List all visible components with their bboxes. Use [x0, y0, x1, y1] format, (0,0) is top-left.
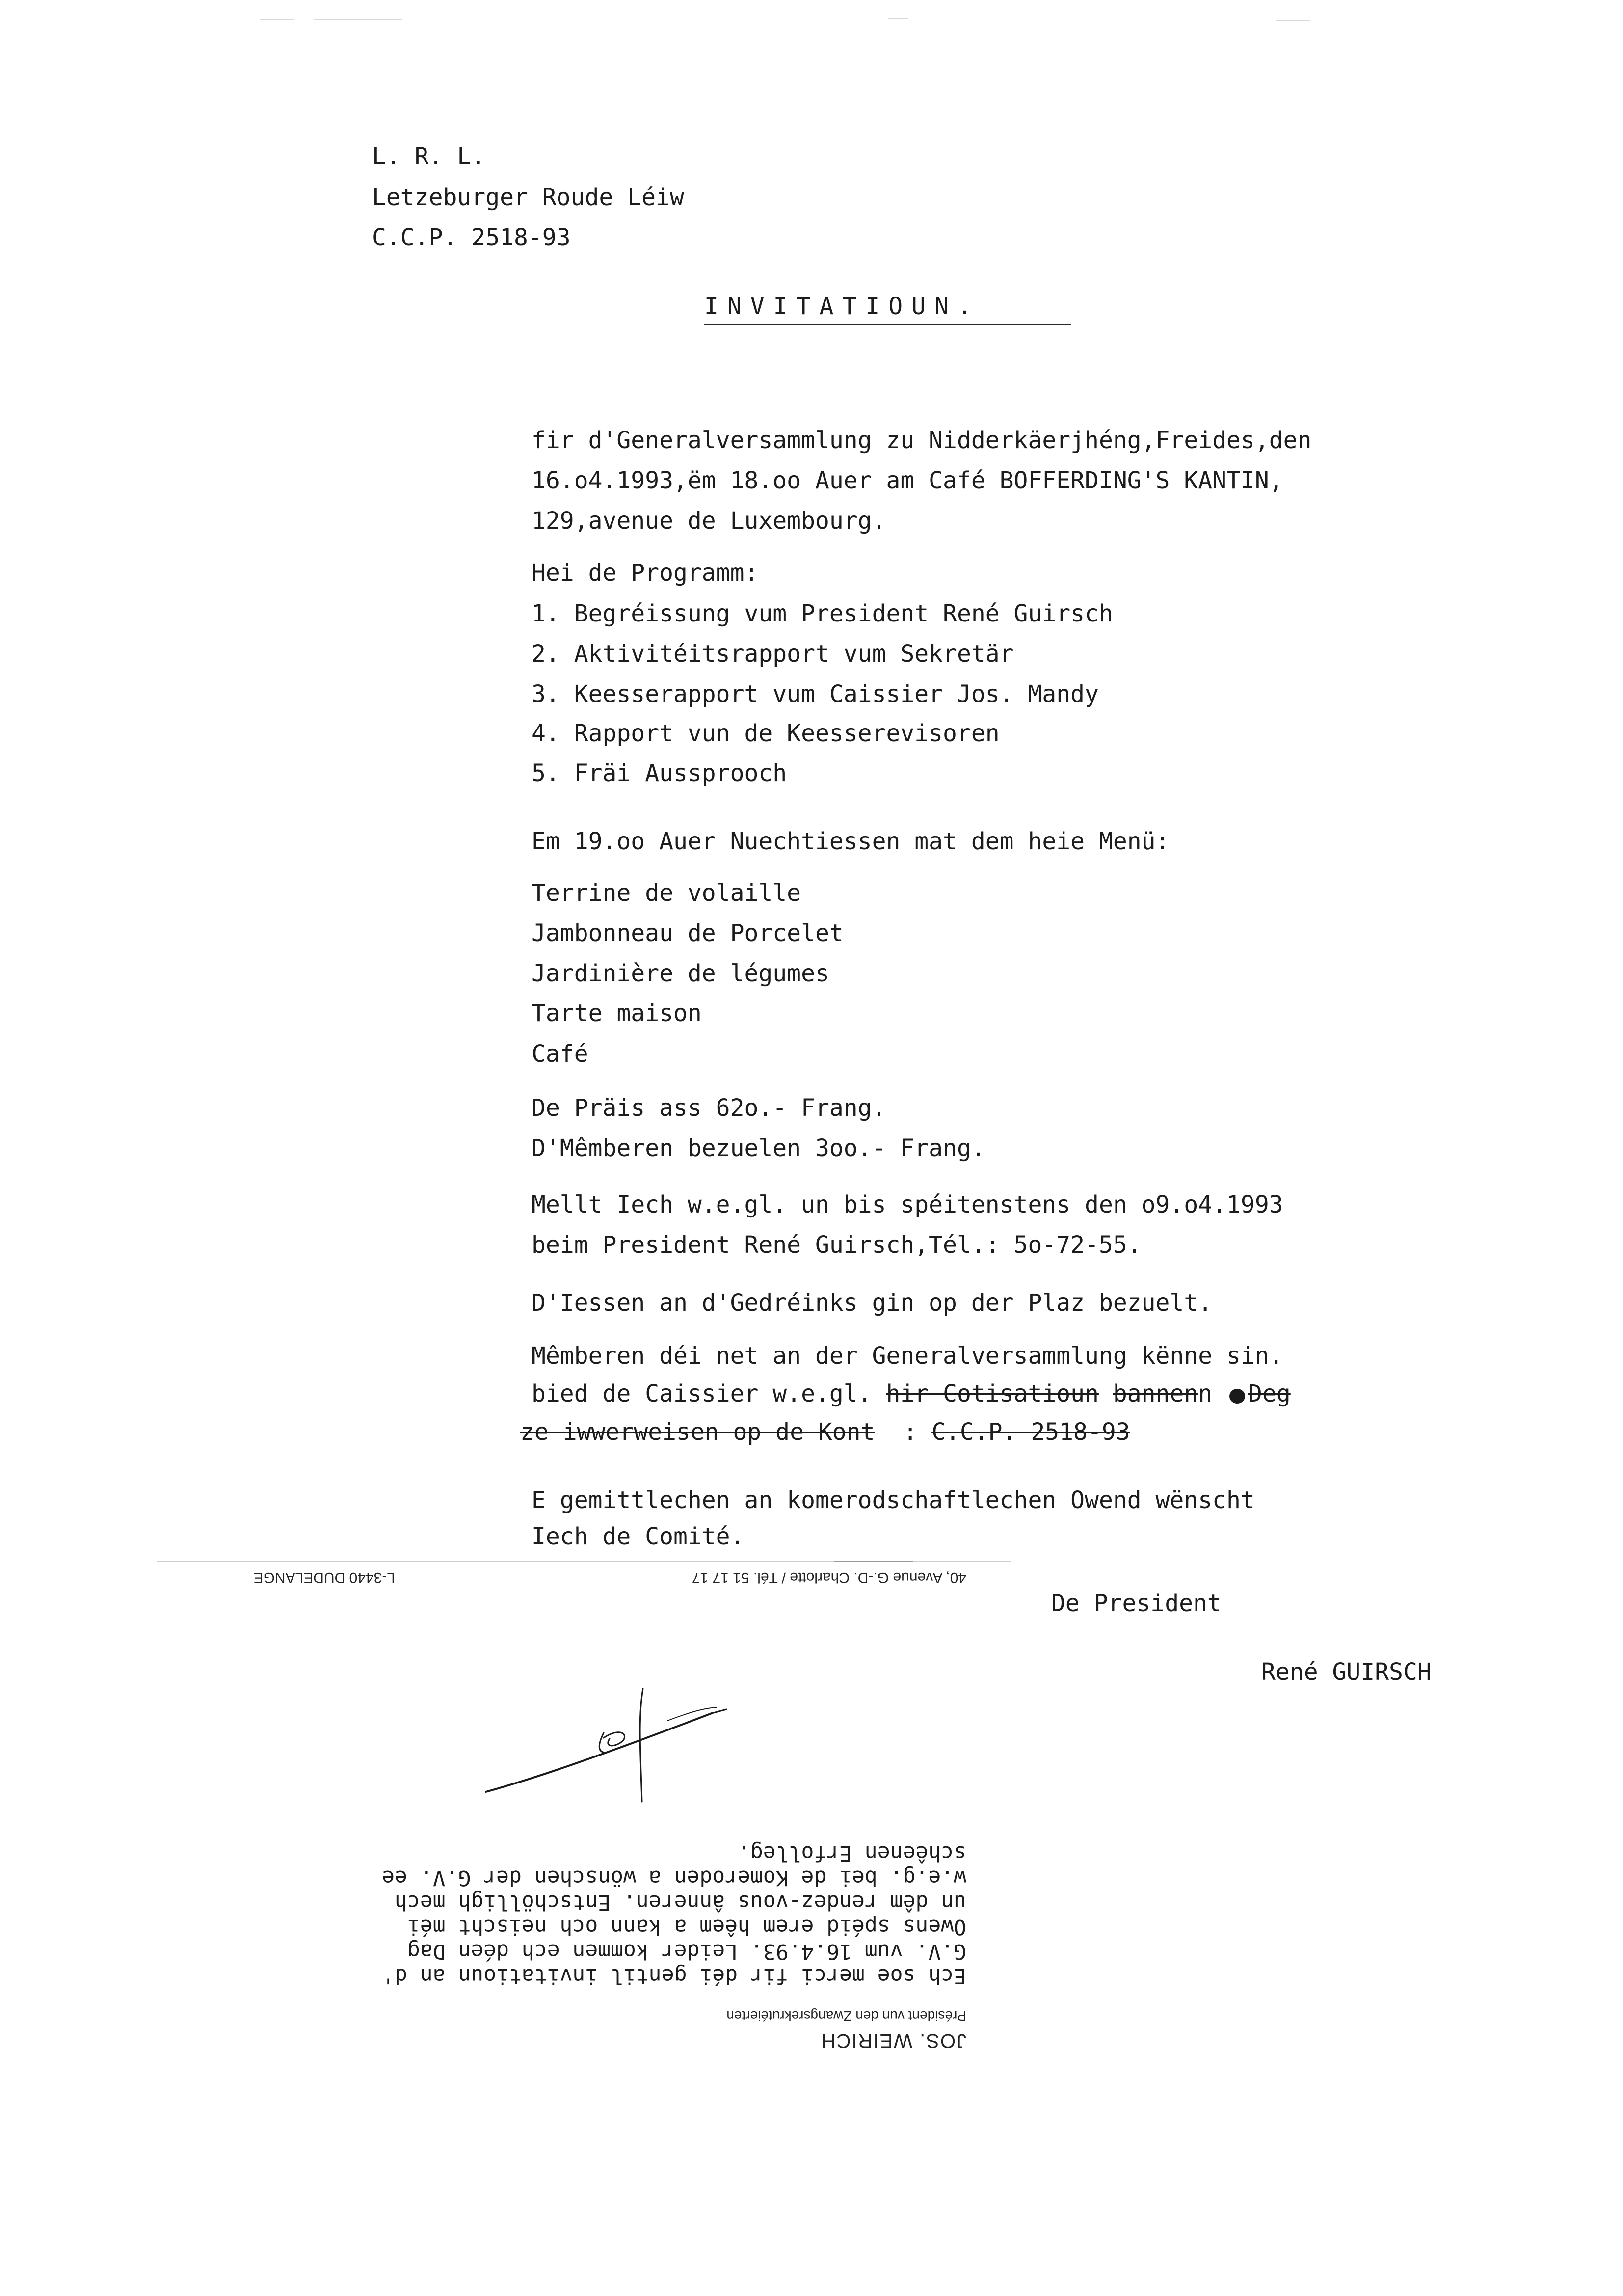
- register-line-2: beim President René Guirsch,Tél.: 5o-72-55.: [532, 1231, 1142, 1259]
- reply-text: [382, 1841, 966, 1988]
- struck-text: bannen: [1113, 1380, 1198, 1407]
- reply-sender-name: JOS. WEIRICH: [820, 2030, 966, 2052]
- program-item: 1. Begréissung vum President René Guirsch: [532, 600, 1113, 627]
- menu-item: Tarte maison: [532, 999, 702, 1027]
- members-line-2-text: bied de Caissier w.e.gl.: [532, 1380, 886, 1407]
- intro-line-2: 16.o4.1993,ëm 18.oo Auer am Café BOFFERDING'S KANTIN,: [532, 467, 1283, 494]
- menu-item: Café: [532, 1040, 588, 1068]
- scan-mark: [888, 18, 908, 19]
- reply-line: Owens spéid erem hêem a kann och neischt méi: [407, 1915, 966, 1939]
- reply-line: schêenen Erfolleg.: [738, 1841, 966, 1865]
- scan-mark: [1276, 20, 1310, 21]
- reply-city: L-3440 DUDELANGE: [253, 1569, 395, 1586]
- reply-line: w.e.g. bei de Komeroden a wönschen der G.V. ee: [382, 1865, 966, 1890]
- members-line-2-tail: n: [1198, 1380, 1227, 1407]
- scan-mark: [314, 19, 402, 20]
- org-account: C.C.P. 2518-93: [372, 224, 571, 251]
- upside-down-reply-note: [221, 1561, 967, 2052]
- scan-mark: [260, 19, 294, 20]
- ink-blot: [1229, 1389, 1245, 1404]
- members-line-1: Mêmberen déi net an der Generalversammlung kënne sin.: [532, 1342, 1283, 1370]
- program-item: 5. Fräi Aussprooch: [532, 759, 787, 787]
- signature-name: René GUIRSCH: [1261, 1658, 1432, 1686]
- closing-line-2: Iech de Comité.: [532, 1523, 745, 1550]
- program-item: 2. Aktivitéitsrapport vum Sekretär: [532, 640, 1014, 668]
- dinner-intro: Em 19.oo Auer Nuechtiessen mat dem heie Menü:: [532, 828, 1170, 855]
- handwritten-signature: [481, 1679, 736, 1807]
- reply-address: 40, Avenue G.-D. Charlotte / Tél. 51 17 17: [692, 1569, 966, 1586]
- document-title: INVITATIOUN.: [704, 293, 981, 320]
- members-line-3-tail: :: [875, 1418, 932, 1446]
- title-underline: [704, 324, 1071, 325]
- menu-item: Jardinière de légumes: [532, 960, 829, 987]
- price-line: De Präis ass 62o.- Frang.: [532, 1094, 886, 1122]
- intro-line-3: 129,avenue de Luxembourg.: [532, 507, 886, 535]
- struck-text: Deg: [1248, 1380, 1291, 1407]
- struck-text: ze iwwerweisen op de Kont: [520, 1418, 875, 1446]
- closing-line-1: E gemittlechen an komerodschaftlechen Owend wënscht: [532, 1486, 1255, 1514]
- members-line-2: [532, 1382, 1291, 1405]
- reply-line: G.V. vum 16.4.93. Leider kommen ech déen Dag: [407, 1939, 966, 1964]
- struck-text: hir Cotisatioun: [886, 1380, 1099, 1407]
- reply-line: Ech soe merci fir déi gentil invitatioun an d': [382, 1964, 966, 1988]
- menu-item: Jambonneau de Porcelet: [532, 919, 844, 947]
- payment-note: D'Iessen an d'Gedréinks gin op der Plaz bezuelt.: [532, 1289, 1213, 1317]
- members-line-3: [520, 1420, 1130, 1444]
- register-line-1: Mellt Iech w.e.gl. un bis spéitenstens den o9.o4.1993: [532, 1191, 1283, 1218]
- program-item: 3. Keesserapport vum Caissier Jos. Mandy: [532, 680, 1099, 708]
- org-abbreviation: L. R. L.: [372, 143, 486, 170]
- menu-item: Terrine de volaille: [532, 879, 801, 907]
- program-heading: Hei de Programm:: [532, 559, 759, 587]
- signature-role: De President: [1051, 1590, 1222, 1617]
- intro-line-1: fir d'Generalversammlung zu Nidderkäerjhéng,Freides,den: [532, 427, 1312, 454]
- org-name: Letzeburger Roude Léiw: [372, 184, 684, 211]
- member-price-line: D'Mêmberen bezuelen 3oo.- Frang.: [532, 1134, 985, 1162]
- program-item: 4. Rapport vun de Keesserevisoren: [532, 720, 1000, 747]
- reply-sender-title: Président vun den Zwangsrekrutéierten: [726, 2008, 966, 2024]
- struck-text: C.C.P. 2518-93: [931, 1418, 1130, 1446]
- reply-line: un dêm rendez-vous ânneren. Entschölligh mech: [395, 1890, 966, 1915]
